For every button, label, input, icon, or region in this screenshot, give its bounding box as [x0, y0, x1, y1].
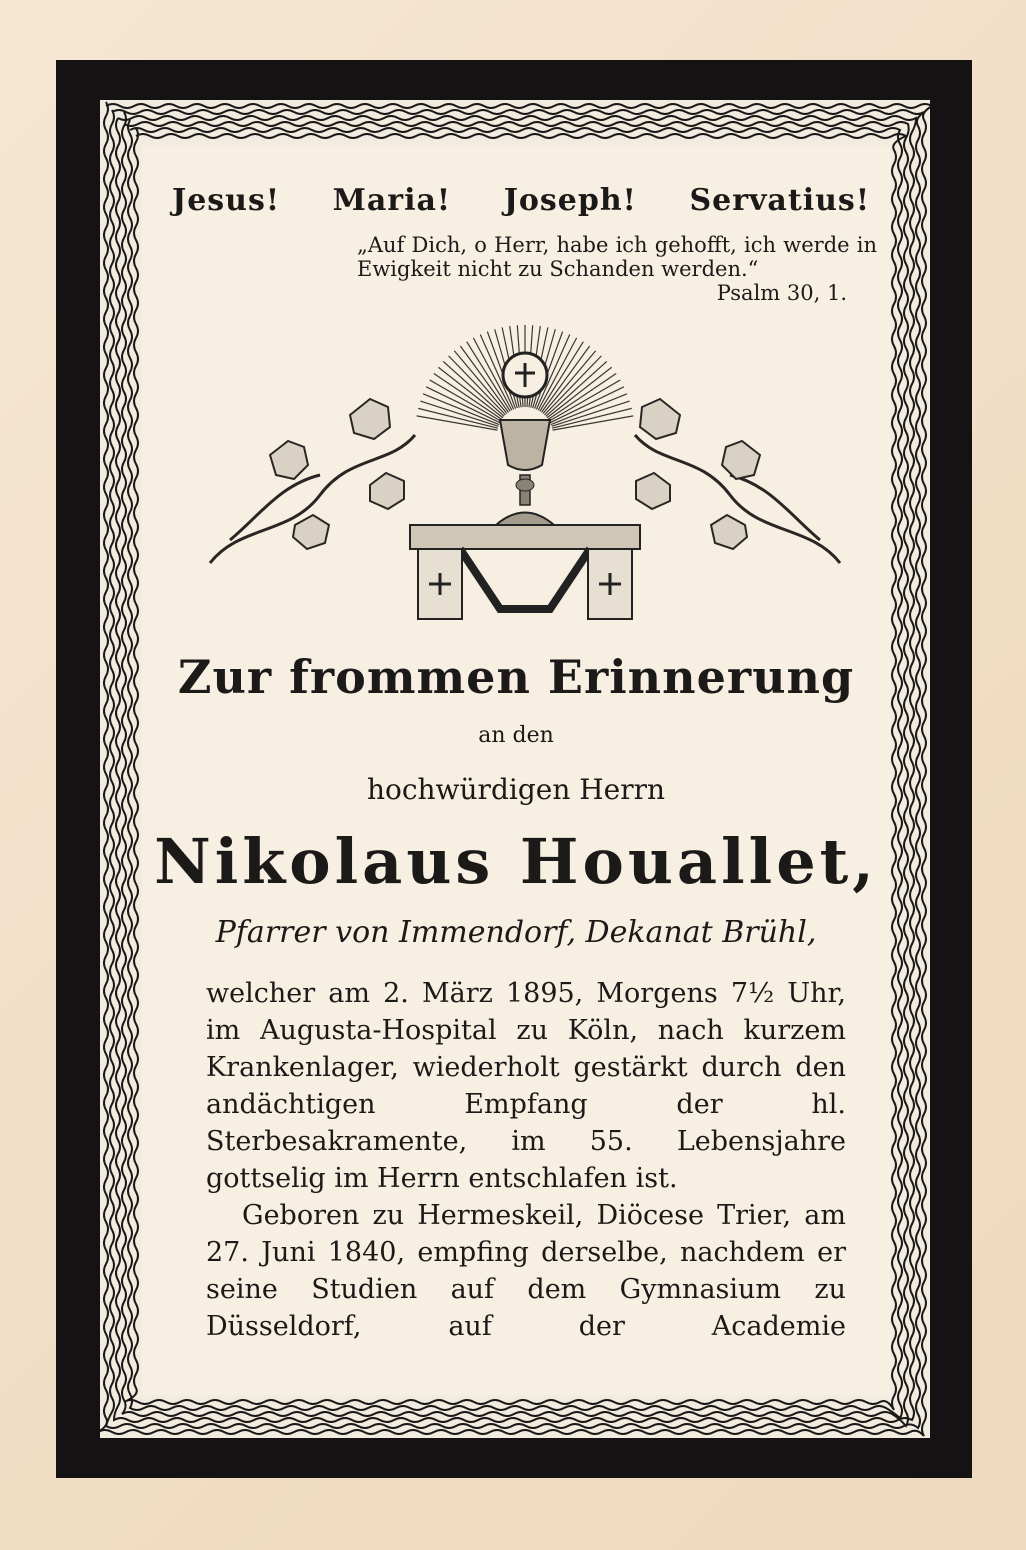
- psalm-quote: [357, 233, 877, 305]
- glory-ray: [443, 361, 504, 416]
- glory-ray: [449, 356, 506, 415]
- biography-text: [206, 975, 846, 1345]
- memorial-title: Zur frommen Erinnerung: [177, 650, 855, 704]
- invocation-servatius: Servatius!: [689, 183, 870, 218]
- deceased-name: Nikolaus Houallet,: [154, 825, 878, 898]
- psalm-reference: Psalm 30, 1.: [716, 281, 847, 305]
- quote-text: „Auf Dich, o Herr, habe ich gehofft, ich werde in Ewigkeit nicht zu Schanden werden.“: [357, 233, 877, 281]
- an-den-line: an den: [478, 723, 554, 748]
- honorific-line: hochwürdigen Herrn: [366, 773, 666, 806]
- invocation-joseph: Joseph!: [503, 183, 637, 218]
- invocation-maria: Maria!: [332, 183, 452, 218]
- chalice-host-emblem-icon: [200, 325, 850, 625]
- glory-ray: [546, 361, 607, 416]
- invocation-jesus: Jesus!: [172, 183, 281, 218]
- paragraph-birth: Geboren zu Hermeskeil, Diöcese Trier, am 27. Juni 1840, empfing derselbe, nachdem er seine Studien auf dem Gymnasium zu Düsseldorf, auf der Academie: [206, 1200, 846, 1342]
- parish-line: Pfarrer von Immendorf, Dekanat Brühl,: [215, 915, 817, 950]
- text-panel: [142, 145, 890, 1395]
- paragraph-death: welcher am 2. März 1895, Morgens 7½ Uhr, im Augusta-Hospital zu Köln, nach kurzem Krankenlager, wiederholt gestärkt durch den andächtigen Empfang der hl. Sterbesakramente, im 55. Lebensjahre gottselig im Herrn entschlafen ist.: [206, 978, 846, 1194]
- glory-ray: [544, 356, 601, 415]
- invocation-line: [172, 183, 870, 218]
